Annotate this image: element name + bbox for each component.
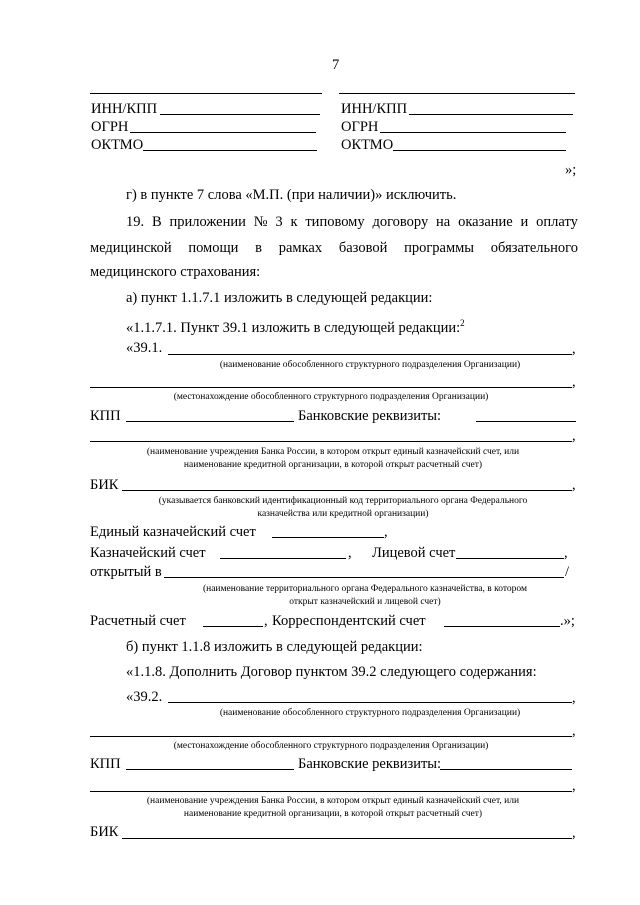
form1-single-treasury-line [272,537,384,538]
paragraph-word: оказание [458,214,513,230]
header-left-ogrn-line [130,132,316,133]
paragraph-word: на [436,214,451,230]
form2-item-label: «39.2. [126,689,163,705]
header-right-ogrn-line [380,132,566,133]
form2-caption-location: (местонахождение обособленного структурного подразделения Организации) [173,741,489,751]
form1-treasury-line [220,558,346,559]
form2-bik-label: БИК [90,824,119,840]
form1-subdivision-line [168,354,572,355]
form1-personal-label: Лицевой счет [372,545,456,561]
form1-bank-short-line [476,421,576,422]
form2-kpp-label: КПП [90,756,121,772]
paragraph-a-quote [126,315,465,336]
form1-caption-subdivision: (наименование обособленного структурного подразделения Организации) [219,360,521,370]
form1-caption-location: (местонахождение обособленного структурного подразделения Организации) [173,392,489,402]
form2-bank-comma: , [572,778,576,794]
form1-bank-label: Банковские реквизиты: [298,408,442,424]
paragraph-word: 3 [275,214,283,230]
form1-bik-comma: , [572,477,576,493]
paragraph-word: в [255,240,263,256]
paragraph-word: рамках [278,240,323,256]
form1-caption-bik-2: казначейства или кредитной организации) [257,509,429,519]
form1-caption-bik-1: (указывается банковский идентификационный код территориального органа Федерального [158,496,528,506]
form1-single-treasury-comma: , [384,524,388,540]
paragraph-19-line1 [126,214,578,230]
form2-bank-short-line [440,769,572,770]
form2-location-line [90,736,572,737]
form1-settlement-line [203,626,263,627]
header-right-oktmo-line [393,150,566,151]
form1-bik-label: БИК [90,477,119,493]
paragraph-a: а) пункт 1.1.7.1 изложить в следующей редакции: [126,290,433,306]
form1-subdivision-comma: , [572,341,576,357]
paragraph-word: приложении [169,214,246,230]
form2-caption-bank-2: наименование кредитной организации, в которой открыт расчетный счет) [183,809,483,819]
form1-caption-bank-1: (наименование учреждения Банка России, в котором открыт единый казначейский счет, или [146,447,520,457]
paragraph-word: помощи [188,240,239,256]
form1-bik-line [122,490,572,491]
form1-bank-line [90,441,572,442]
form2-bik-comma: , [572,825,576,841]
form1-caption-bank-2: наименование кредитной организации, в которой открыт расчетный счет) [183,460,483,470]
paragraph-word: обязательного [490,240,578,256]
paragraph-word: оплату [536,214,578,230]
form1-settlement-label: Расчетный счет [90,613,186,629]
form1-treasury-comma: , [348,545,352,561]
form1-opened-in-slash: / [565,564,570,580]
paragraph-word: № [253,214,268,230]
paragraph-g: г) в пункте 7 слова «М.П. (при наличии)» исключить. [126,187,457,203]
form1-treasury-label: Казначейский счет [90,545,206,561]
form2-kpp-line [126,769,294,770]
form1-corr-line [444,626,560,627]
form2-bank-line [90,791,572,792]
header-left-oktmo-label: ОКТМО [91,137,144,153]
paragraph-a-quote-text: «1.1.7.1. Пункт 39.1 изложить в следующей редакции: [126,319,461,336]
header-right-top-rule [339,93,575,94]
form2-subdivision-line [168,702,572,703]
paragraph-19-line2 [90,240,578,256]
form1-caption-opened-2: открыт казначейский и лицевой счет) [289,597,441,607]
form1-single-treasury-label: Единый казначейский счет [90,524,256,540]
form1-corr-label: Корреспондентский счет [272,613,426,629]
paragraph-word: базовой [338,240,388,256]
header-left-inn-label: ИНН/КПП [91,101,158,117]
header-left-top-rule [90,93,322,94]
paragraph-b: б) пункт 1.1.8 изложить в следующей редакции: [126,639,423,655]
paragraph-word: к [290,214,298,230]
paragraph-19-line3: медицинского страхования: [90,264,261,280]
form1-kpp-line [126,421,294,422]
paragraph-word: 19. [126,214,145,230]
form1-personal-line [456,558,564,559]
paragraph-word: медицинской [90,240,172,256]
form1-personal-comma: , [564,545,568,561]
form1-end: .»; [560,613,575,629]
paragraph-word: договору [372,214,429,230]
header-right-ogrn-label: ОГРН [341,119,379,135]
header-left-inn-line [160,114,320,115]
header-closing: »; [565,162,577,178]
form2-caption-subdivision: (наименование обособленного структурного подразделения Организации) [219,708,521,718]
page-number: 7 [332,57,340,73]
paragraph-word: программы [404,240,475,256]
paragraph-b-quote: «1.1.8. Дополнить Договор пунктом 39.2 следующего содержания: [126,664,537,680]
form1-kpp-label: КПП [90,408,121,424]
paragraph-word: типовому [305,214,365,230]
form1-caption-opened-1: (наименование территориального органа Федерального казначейства, в котором [202,584,528,594]
form2-caption-bank-1: (наименование учреждения Банка России, в котором открыт единый казначейский счет, или [146,796,520,806]
header-right-oktmo-label: ОКТМО [341,137,394,153]
form2-bank-label: Банковские реквизиты: [298,756,442,772]
paragraph-word: В [151,214,162,230]
form1-opened-in-label: открытый в [90,564,162,580]
form1-location-comma: , [572,374,576,390]
form2-subdivision-comma: , [572,690,576,706]
header-right-inn-line [409,114,573,115]
form2-location-comma: , [572,723,576,739]
header-left-ogrn-label: ОГРН [91,119,129,135]
form1-settlement-comma: , [264,613,268,629]
header-right-inn-label: ИНН/КПП [341,101,408,117]
form1-item-label: «39.1. [126,340,163,356]
form1-location-line [90,387,572,388]
header-left-oktmo-line [143,150,317,151]
form1-opened-in-line [164,577,564,578]
paragraph-word: и [520,214,529,230]
footnote-marker: 2 [460,318,465,328]
form2-bik-line [122,838,572,839]
form1-bank-comma: , [572,428,576,444]
